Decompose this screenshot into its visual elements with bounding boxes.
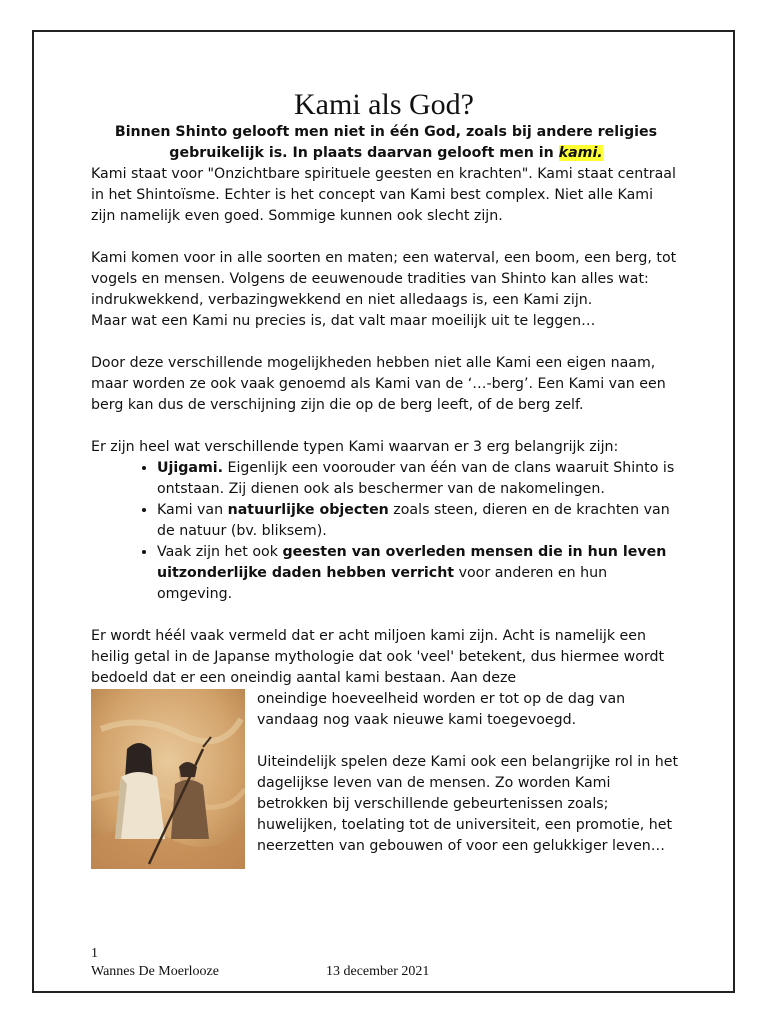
document-body <box>91 122 681 857</box>
list-item <box>157 458 681 500</box>
intro-text: Binnen Shinto gelooft men niet in één God, zoals bij andere religies gebruikelijk is. In plaats daarvan gelooft men in <box>114 124 658 161</box>
list-item-text: zoals steen, dieren en de krachten van de natuur (bv. bliksem). <box>157 502 670 539</box>
list-item-pre: Vaak zijn het ook <box>157 544 283 560</box>
paragraph-7: Uiteindelijk spelen deze Kami ook een belangrijke rol in het dagelijkse leven van de mensen. Zo worden Kami betrokken bij verschillende gebeurtenissen zoals; huwelijken, toelating tot de universiteit, een promotie, het neerzetten van gebouwen of voor een gelukkiger leven… <box>257 754 679 854</box>
kami-illustration-image <box>91 689 245 869</box>
list-item-bold: Ujigami. <box>157 460 224 476</box>
list-item <box>157 542 681 605</box>
list-item <box>157 500 681 542</box>
side-text <box>257 689 681 857</box>
intro-paragraph <box>91 122 681 164</box>
footer-author: Wannes De Moerlooze <box>91 964 219 979</box>
kami-types-list <box>91 458 681 605</box>
paragraph-5: Er zijn heel wat verschillende typen Kami waarvan er 3 erg belangrijk zijn: <box>91 439 619 455</box>
footer-date: 13 december 2021 <box>326 964 430 979</box>
list-item-bold: geesten van overleden mensen die in hun leven uitzonderlijke daden hebben verricht <box>157 544 667 581</box>
footer-page-number: 1 <box>91 946 98 961</box>
image-text-block <box>91 689 681 857</box>
intro-highlight: kami. <box>558 145 603 161</box>
paragraph-1: Kami staat voor "Onzichtbare spirituele geesten en krachten". Kami staat centraal in het Shintoïsme. Echter is het concept van Kami best complex. Niet alle Kami zijn namelijk even goed. Sommige kunnen ook slecht zijn. <box>91 166 676 224</box>
list-item-text: Eigenlijk een voorouder van één van de clans waaruit Shinto is ontstaan. Zij dienen ook als beschermer van de nakomelingen. <box>157 460 675 497</box>
paragraph-4: Door deze verschillende mogelijkheden hebben niet alle Kami een eigen naam, maar worden ze ook vaak genoemd als Kami van de ‘…-berg’. Een Kami van een berg kan dus de verschijning zijn die op de berg leeft, of de berg zelf. <box>91 355 666 413</box>
list-item-pre: Kami van <box>157 502 228 518</box>
paragraph-2: Kami komen voor in alle soorten en maten; een waterval, een boom, een berg, tot vogels en mensen. Volgens de eeuwenoude tradities van Shinto kan alles wat: indrukwekkend, verbazingwekkend en niet alledaags is, een Kami zijn. <box>91 250 677 308</box>
paragraph-6: Er wordt héél vaak vermeld dat er acht miljoen kami zijn. Acht is namelijk een heilig getal in de Japanse mythologie dat ook 'veel' betekent, dus hiermee wordt bedoeld dat er een oneindig aantal kami bestaan. Aan deze <box>91 628 665 686</box>
paragraph-6-continued: oneindige hoeveelheid worden er tot op de dag van vandaag nog vaak nieuwe kami toegevoegd. <box>257 691 626 728</box>
list-item-bold: natuurlijke objecten <box>227 502 389 518</box>
page-title: Kami als God? <box>294 88 474 121</box>
list-item-text: voor anderen en hun omgeving. <box>157 565 608 602</box>
paragraph-3: Maar wat een Kami nu precies is, dat valt maar moeilijk uit te leggen… <box>91 313 596 329</box>
